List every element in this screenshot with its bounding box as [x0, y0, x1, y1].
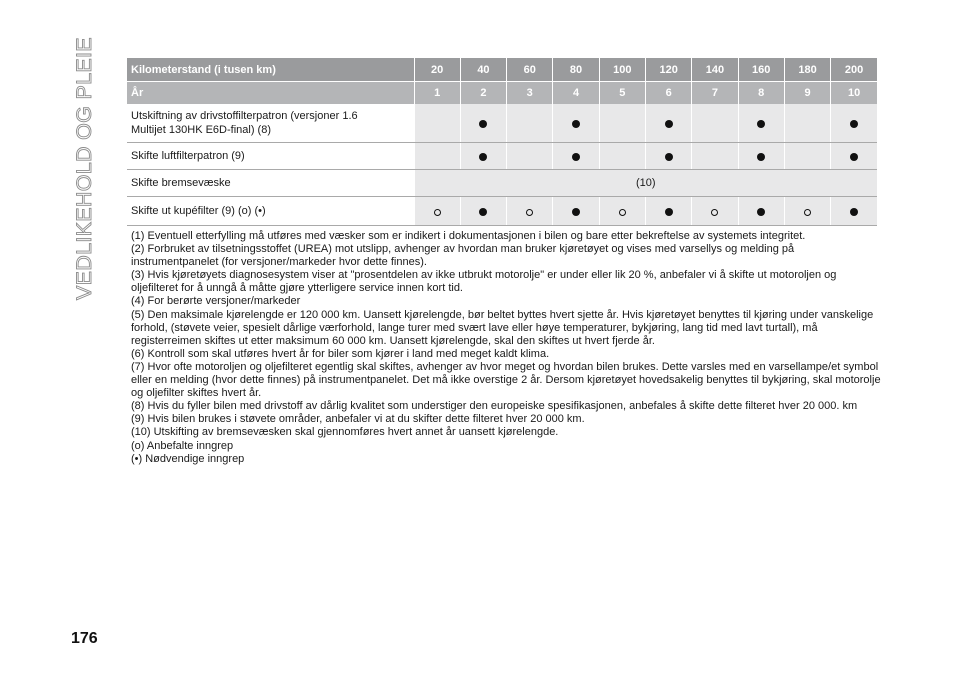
schedule-cell	[692, 104, 738, 142]
required-dot-icon	[572, 153, 580, 161]
required-dot-icon	[479, 120, 487, 128]
schedule-cell	[599, 196, 645, 225]
schedule-cell	[738, 196, 784, 225]
year-header-cell: 8	[738, 82, 784, 105]
footnotes	[131, 230, 883, 466]
year-header-cell: 7	[692, 82, 738, 105]
footnote: (1) Eventuell etterfylling må utføres med væsker som er indikert i dokumentasjonen i bilen og bare etter bekreftelse av systemets integritet.	[131, 230, 806, 242]
schedule-cell	[645, 104, 691, 142]
schedule-cell	[784, 104, 830, 142]
recommended-ring-icon	[619, 209, 626, 216]
schedule-cell	[692, 196, 738, 225]
schedule-cell	[831, 104, 877, 142]
km-header-cell: 120	[645, 58, 691, 82]
schedule-cell	[414, 196, 460, 225]
footnote: (3) Hvis kjøretøyets diagnosesystem viser at "prosentdelen av ikke utbrukt motorolje" er under eller lik 20 %, anbefaler vi å skifte ut motoroljen og oljefilteret for å unngå å måtte gjøre ytterligere service innen kort tid.	[131, 269, 837, 295]
year-header-cell: 4	[553, 82, 599, 105]
schedule-cell	[645, 196, 691, 225]
year-header-cell: 10	[831, 82, 877, 105]
km-header-cell: 40	[460, 58, 506, 82]
footnote: (o) Anbefalte inngrep	[131, 439, 234, 452]
footnote: (2) Forbruket av tilsetningsstoffet (UREA) mot utslipp, avhenger av hvordan man bruker kjøretøyet og vises med varsellys og melding på instrumentpanelet (for versjoner/markeder hvor dette finnes).	[131, 243, 795, 269]
km-header-cell: 180	[784, 58, 830, 82]
schedule-cell	[553, 142, 599, 169]
year-header-cell: 9	[784, 82, 830, 105]
footnote: (4) For berørte versjoner/markeder	[131, 295, 301, 308]
row-label: Skifte ut kupéfilter (9) (o) (•)	[127, 196, 414, 225]
schedule-cell	[507, 142, 553, 169]
schedule-cell	[738, 104, 784, 142]
maintenance-schedule-table	[127, 58, 877, 226]
footnote: (•) Nødvendige inngrep	[131, 452, 245, 465]
required-dot-icon	[850, 153, 858, 161]
year-header-cell: 1	[414, 82, 460, 105]
schedule-cell	[460, 104, 506, 142]
km-header-cell: 60	[507, 58, 553, 82]
row-label: Skifte luftfilterpatron (9)	[127, 142, 414, 169]
required-dot-icon	[757, 153, 765, 161]
required-dot-icon	[850, 208, 858, 216]
required-dot-icon	[850, 120, 858, 128]
schedule-cell	[645, 142, 691, 169]
year-header-cell: 5	[599, 82, 645, 105]
required-dot-icon	[665, 153, 673, 161]
recommended-ring-icon	[804, 209, 811, 216]
required-dot-icon	[479, 153, 487, 161]
schedule-cell	[831, 196, 877, 225]
table-row	[127, 169, 877, 196]
footnote: (6) Kontroll som skal utføres hvert år for biler som kjører i land med meget kaldt klima.	[131, 347, 550, 360]
km-header-cell: 140	[692, 58, 738, 82]
schedule-cell	[831, 142, 877, 169]
table-row	[127, 142, 877, 169]
km-header-cell: 100	[599, 58, 645, 82]
required-dot-icon	[665, 208, 673, 216]
footnote: (5) Den maksimale kjørelengde er 120 000 km. Uansett kjørelengde, bør beltet byttes hvert sjette år. Hvis kjøretøyet benyttes til kjøring under vanskelige forhold, (støvete veier, spesielt dårlige værforhold, lange turer med svært lave eller høye temperaturer, bykjøring, lang tid med lavt turtall), må registerreimen skiftes ut etter maksimum 60 000 km. Uansett kjørelengde, skal den skiftes ut hvert fjerde år.	[131, 308, 874, 347]
schedule-cell	[692, 142, 738, 169]
schedule-cell	[553, 104, 599, 142]
table-row	[127, 104, 877, 142]
schedule-cell	[738, 142, 784, 169]
schedule-cell	[599, 142, 645, 169]
km-header-cell: 160	[738, 58, 784, 82]
km-header-label: Kilometerstand (i tusen km)	[127, 58, 414, 82]
required-dot-icon	[572, 120, 580, 128]
footnote: (10) Utskifting av bremsevæsken skal gjennomføres hvert annet år uansett kjørelengde.	[131, 426, 559, 439]
km-header-cell: 20	[414, 58, 460, 82]
year-header-label: År	[127, 82, 414, 105]
year-header-row	[127, 82, 877, 105]
row-label: Utskiftning av drivstoffilterpatron (versjoner 1.6 Multijet 130HK E6D-final) (8)	[127, 104, 414, 142]
recommended-ring-icon	[526, 209, 533, 216]
schedule-cell	[784, 142, 830, 169]
schedule-cell	[507, 196, 553, 225]
required-dot-icon	[479, 208, 487, 216]
required-dot-icon	[665, 120, 673, 128]
schedule-cell	[460, 142, 506, 169]
km-header-cell: 200	[831, 58, 877, 82]
schedule-cell	[507, 104, 553, 142]
km-header-cell: 80	[553, 58, 599, 82]
footnote: (7) Hvor ofte motoroljen og oljefilteret egentlig skal skiftes, avhenger av hvor meget og hvordan bilen brukes. Dette varsles med en varsellampe/et symbol eller en melding (hvor dette finnes) på instrumentpanelet. Det må ikke overstige 2 år. Dersom kjøretøyet hovedsakelig benyttes til bykjøring, skal motorolje og oljefilter skiftes hvert år.	[131, 360, 881, 400]
required-dot-icon	[757, 208, 765, 216]
required-dot-icon	[572, 208, 580, 216]
schedule-cell	[460, 196, 506, 225]
year-header-cell: 2	[460, 82, 506, 105]
km-header-row	[127, 58, 877, 82]
recommended-ring-icon	[711, 209, 718, 216]
page-number: 176	[71, 630, 98, 647]
schedule-cell	[784, 196, 830, 225]
span-cell: (10)	[414, 169, 877, 196]
footnote: (8) Hvis du fyller bilen med drivstoff av dårlig kvalitet som understiger den europeiske spesifikasjonen, anbefales å skifte dette filteret hver 20 000. km	[131, 400, 858, 413]
footnote: (9) Hvis bilen brukes i støvete områder, anbefaler vi at du skifter dette filteret hver 20 000 km.	[131, 413, 585, 426]
schedule-cell	[553, 196, 599, 225]
table-row	[127, 196, 877, 225]
required-dot-icon	[757, 120, 765, 128]
schedule-cell	[414, 104, 460, 142]
recommended-ring-icon	[434, 209, 441, 216]
schedule-cell	[599, 104, 645, 142]
schedule-cell	[414, 142, 460, 169]
year-header-cell: 3	[507, 82, 553, 105]
row-label: Skifte bremsevæske	[127, 169, 414, 196]
year-header-cell: 6	[645, 82, 691, 105]
section-title-vertical: VEDLIKEHOLD OG PLEIE	[72, 37, 96, 300]
